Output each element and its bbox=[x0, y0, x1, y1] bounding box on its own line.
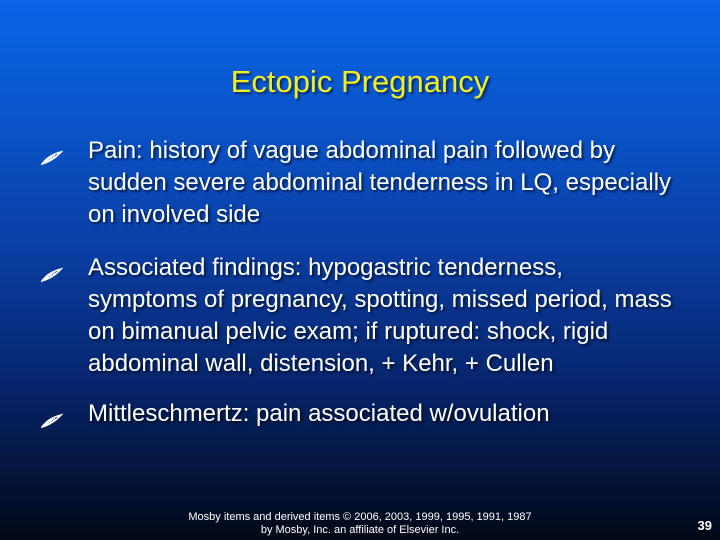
copyright-line: Mosby items and derived items © 2006, 2003, 1999, 1995, 1991, 1987 bbox=[188, 511, 532, 523]
feather-quill-icon bbox=[41, 406, 63, 422]
bullet-text: Pain: history of vague abdominal pain followed by sudden severe abdominal tenderness in LQ, especially on involved side bbox=[88, 137, 672, 228]
bullet-item bbox=[36, 135, 676, 231]
page-number: 39 bbox=[697, 518, 712, 533]
slide-title: Ectopic Pregnancy bbox=[230, 64, 490, 99]
feather-quill-icon bbox=[41, 260, 63, 276]
bullet-text: Associated findings: hypogastric tenderness, symptoms of pregnancy, spotting, missed period, mass on bimanual pelvic exam; if ruptured: shock, rigid abdominal wall, distension, + Kehr, + Cullen bbox=[88, 254, 672, 377]
bullet-text: Mittleschmertz: pain associated w/ovulation bbox=[88, 400, 550, 427]
bullet-item bbox=[36, 252, 676, 380]
copyright-footer bbox=[150, 511, 570, 537]
feather-quill-icon bbox=[41, 143, 63, 159]
bullet-list bbox=[36, 135, 676, 452]
bullet-item bbox=[36, 398, 676, 430]
copyright-line: by Mosby, Inc. an affiliate of Elsevier Inc. bbox=[260, 524, 460, 536]
